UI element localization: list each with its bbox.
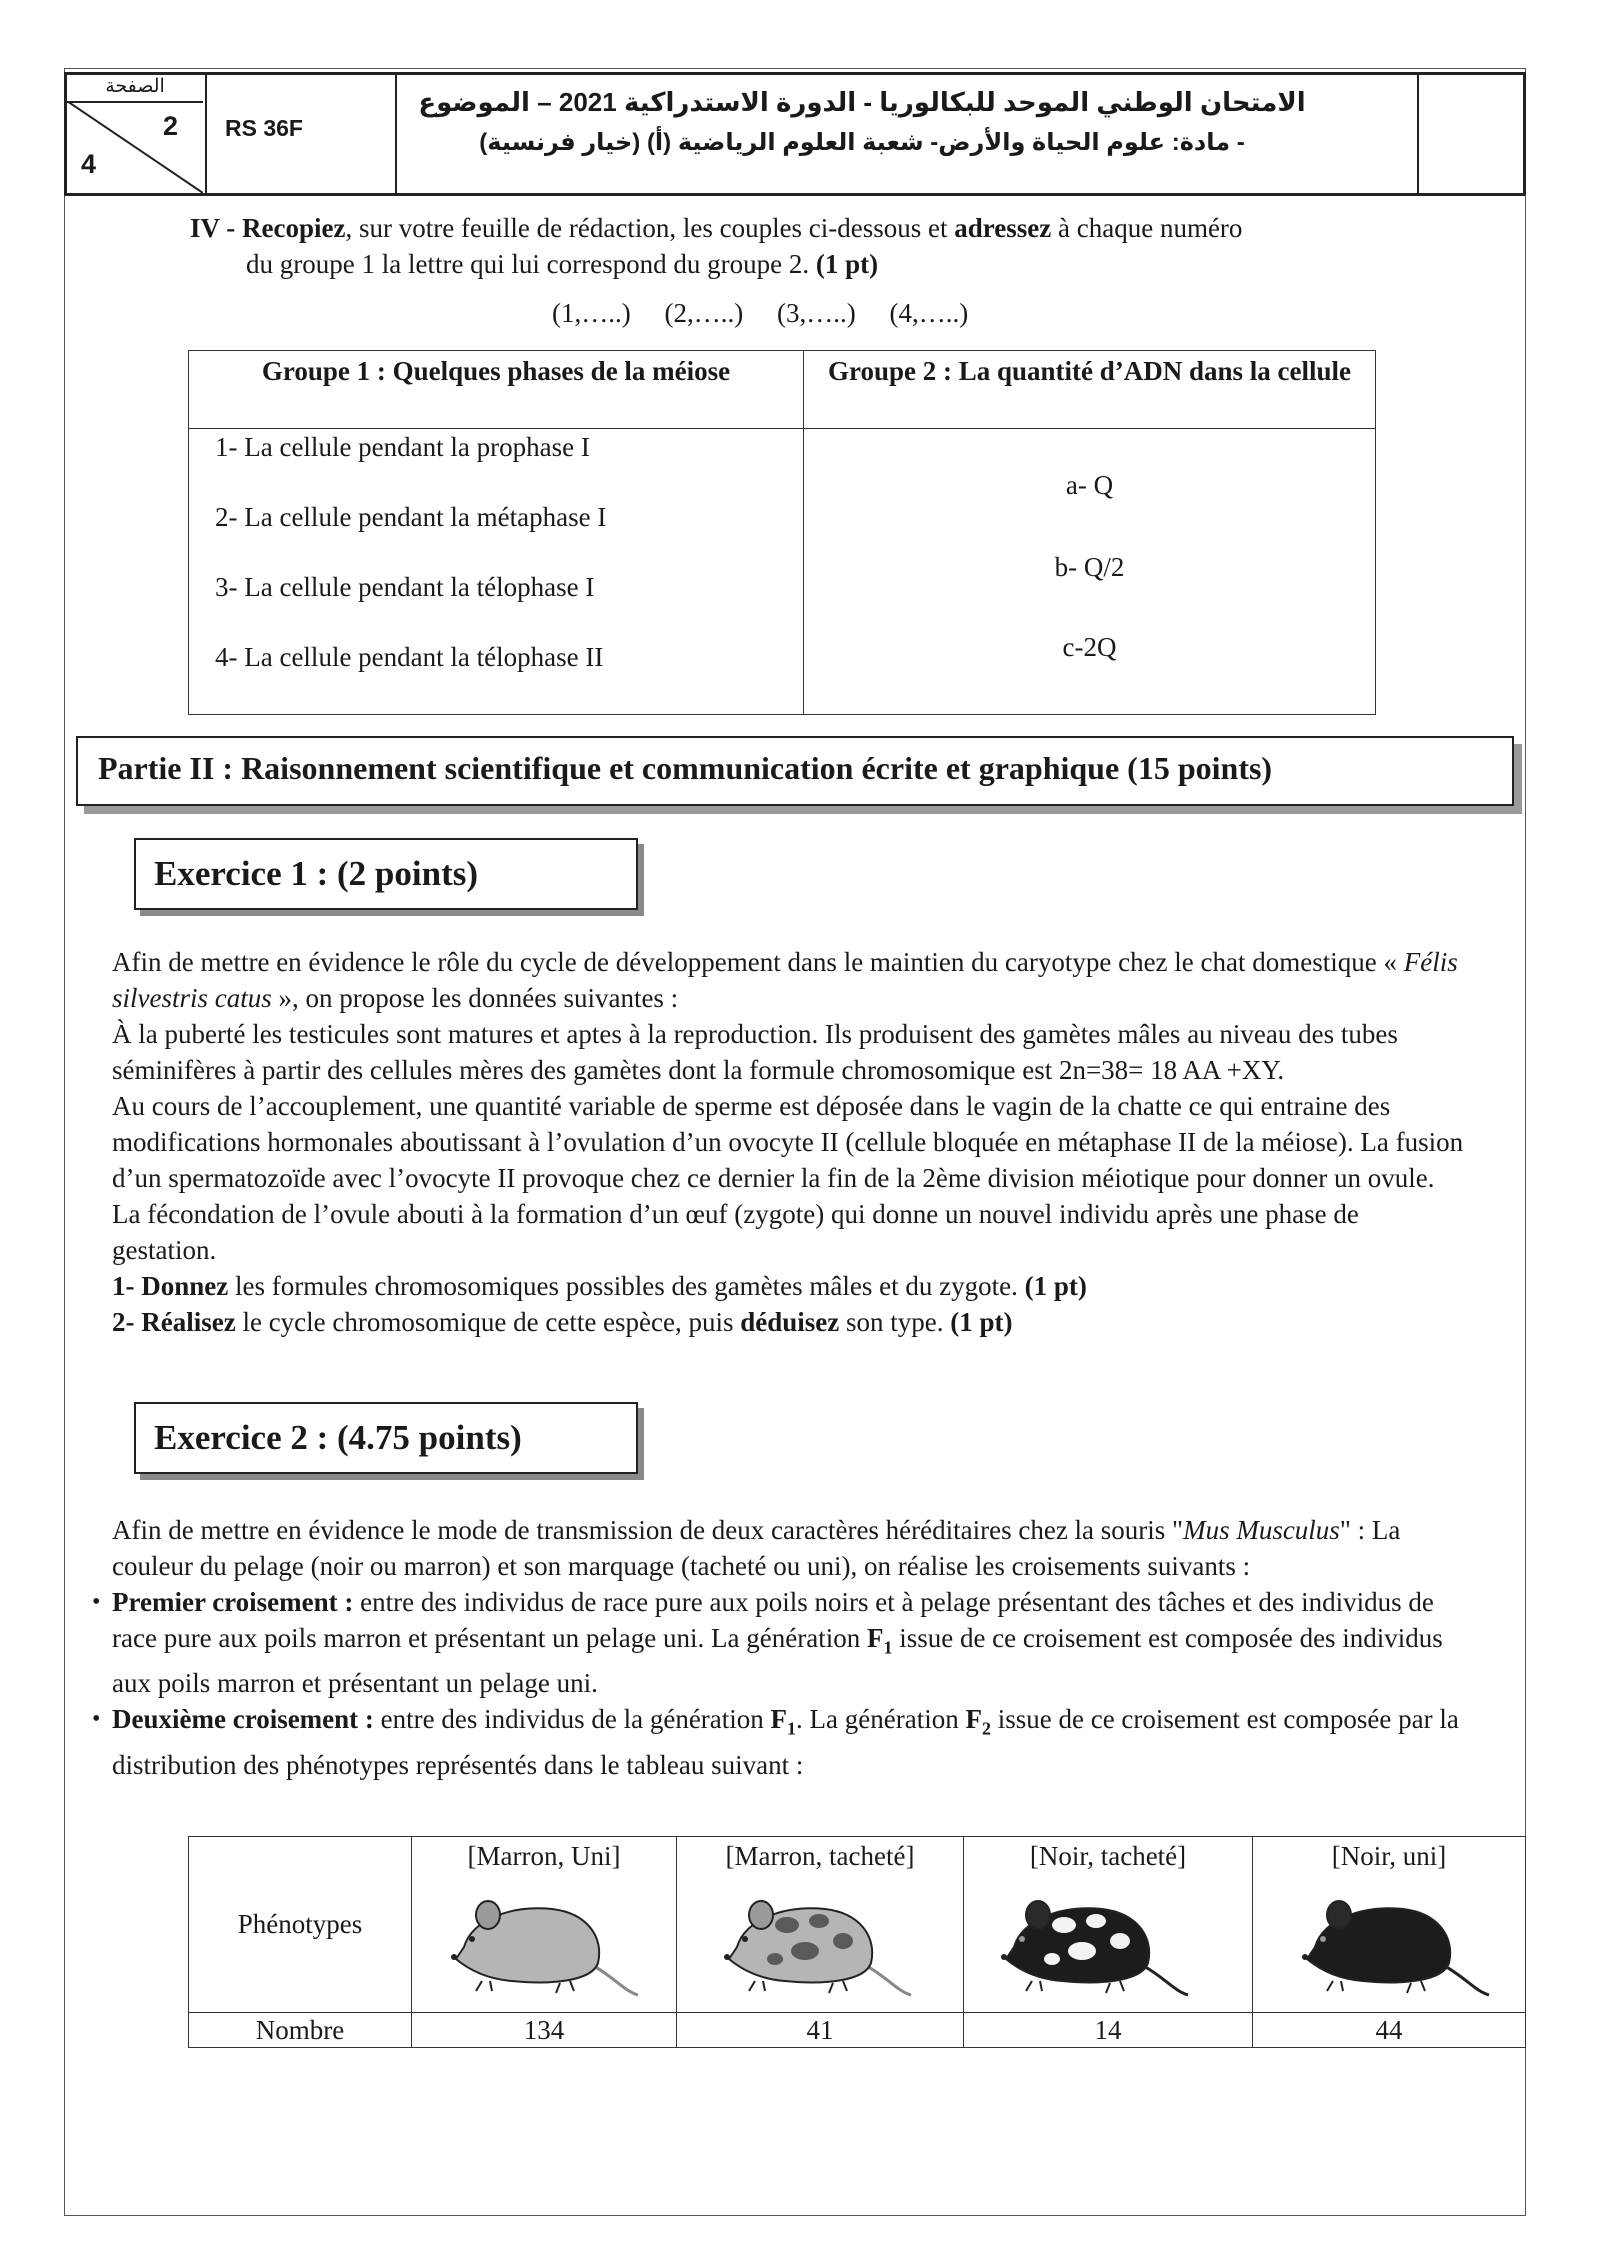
exam-header	[64, 72, 1526, 196]
phenotype-cell	[964, 1837, 1253, 2013]
part4-intro-head: IV - Recopiez	[190, 213, 346, 243]
group2-item: a- Q	[1065, 470, 1114, 500]
meiosis-table	[188, 350, 1376, 715]
page-counter-cell	[67, 75, 207, 193]
code-cell	[207, 75, 397, 193]
couples-line: (1,…..) (2,…..) (3,…..) (4,…..)	[552, 298, 969, 328]
mouse-spot	[1068, 1942, 1096, 1960]
group1-item: 1- La cellule pendant la prophase I	[215, 432, 590, 462]
header-title	[412, 81, 1312, 163]
exercise1-body	[112, 944, 1466, 1340]
ex2-paragraph1: Afin de mettre en évidence le mode de transmission de deux caractères héréditaires chez la souris "Mus Musculus" : La couleur du pelage (noir ou marron) et son marquage (tacheté ou uni), on réalise les croisements suivants :	[112, 1515, 1401, 1581]
phenotype-cell	[1253, 1837, 1526, 2013]
mouse-ear	[1327, 1901, 1351, 1929]
ex1-paragraph2: À la puberté les testicules sont matures et aptes à la reproduction. Ils produisent des gamètes mâles au niveau des tubes séminifères à partir des cellules mères des gamètes dont la formule chromosomique est 2n=38= 18 AA +XY.	[112, 1019, 1398, 1085]
exercise2-title-box	[134, 1402, 638, 1474]
mouse-spot	[767, 1953, 783, 1965]
part4-intro-line1: IV - Recopiez, sur votre feuille de rédaction, les couples ci-dessous et adressez à chaque numéro	[190, 213, 1243, 243]
group2-item: b- Q/2	[1054, 552, 1125, 582]
mouse-spot	[1052, 1917, 1076, 1933]
group1-item: 2- La cellule pendant la métaphase I	[215, 502, 607, 532]
group1-list	[189, 429, 804, 715]
mouse-spot	[775, 1917, 799, 1933]
part2-banner	[76, 736, 1514, 806]
species-name: Mus Musculus	[1183, 1515, 1340, 1545]
mouse-icon	[992, 1885, 1192, 2005]
phenotype-count: 44	[1253, 2013, 1526, 2048]
part4-intro	[190, 210, 1470, 282]
phenotypes-row-label: Phénotypes	[189, 1837, 412, 2013]
mouse-spot	[791, 1942, 819, 1960]
ex1-question1: 1- Donnez les formules chromosomiques possibles des gamètes mâles et du zygote. (1 pt)	[112, 1271, 1087, 1301]
exercise1-title-box	[134, 838, 638, 910]
part4-intro-line2: du groupe 1 la lettre qui lui correspond du groupe 2. (1 pt)	[246, 249, 879, 279]
bullet-icon: •	[92, 1706, 101, 1733]
ex1-paragraph3: Au cours de l’accouplement, une quantité variable de sperme est déposée dans le vagin de la chatte ce qui entraine des modifications hormonales aboutissant à l’ovulation d’un ovocyte II (cellule bloquée en métaphase II de la méiose). La fusion d’un spermatozoïde avec l’ovocyte II provoque chez ce dernier la fin de la 2ème division méiotique pour donner un ovule. La fécondation de l’ovule abouti à la formation d’un œuf (zygote) qui donne un nouvel individu après une phase de gestation.	[112, 1091, 1464, 1265]
mouse-eye	[1019, 1936, 1025, 1942]
cross-item-2: • Deuxième croisement : entre des individus de la génération $F_1$. La génération $F_2$ issue de ce croisement est composée par la distribution des phénotypes représentés dans le tableau suivant :	[112, 1701, 1466, 1782]
phenotype-cell	[412, 1837, 677, 2013]
mouse-icon	[715, 1885, 915, 2005]
mouse-ear	[476, 1901, 500, 1929]
ex1-question2: 2- Réalisez le cycle chromosomique de cette espèce, puis déduisez son type. (1 pt)	[112, 1307, 1013, 1337]
ex1-paragraph1: Afin de mettre en évidence le rôle du cycle de développement dans le maintien du caryotype chez le chat domestique « Félis silvestris catus », on propose les données suivantes :	[112, 947, 1458, 1013]
group2-list	[804, 429, 1376, 715]
mouse-spot	[1044, 1953, 1060, 1965]
mouse-spot	[1086, 1914, 1106, 1928]
exercise1-title: Exercice 1 : (2 points)	[154, 854, 479, 893]
mouse-nose	[724, 1954, 730, 1960]
group1-item: 3- La cellule pendant la télophase I	[215, 572, 595, 602]
phenotype-count: 14	[964, 2013, 1253, 2048]
exercise2-title: Exercice 2 : (4.75 points)	[154, 1418, 522, 1457]
mouse-nose	[1302, 1954, 1308, 1960]
mouse-ear	[749, 1901, 773, 1929]
page-label: الصفحة	[67, 75, 203, 103]
crosses-list	[92, 1584, 1466, 1783]
mouse-nose	[1001, 1954, 1007, 1960]
phenotype-label: [Noir, uni]	[1331, 1841, 1447, 1871]
group1-header: Groupe 1 : Quelques phases de la méiose	[189, 351, 804, 429]
phenotype-label: [Marron, tacheté]	[725, 1841, 915, 1871]
phenotype-count: 134	[412, 2013, 677, 2048]
header-title-line2: - مادة: علوم الحياة والأرض- شعبة العلوم الرياضية (أ) (خيار فرنسية)	[479, 129, 1245, 156]
blank-cell	[1417, 75, 1523, 193]
phenotype-count: 41	[677, 2013, 964, 2048]
part2-title: Partie II : Raisonnement scientifique et communication écrite et graphique (15 points)	[98, 750, 1273, 786]
page-number: 2	[163, 111, 179, 141]
mouse-eye	[1320, 1936, 1326, 1942]
mouse-spot	[1110, 1933, 1130, 1949]
mouse-ear	[1026, 1901, 1050, 1929]
mouse-tail	[1142, 1965, 1188, 1995]
phenotype-label: [Noir, tacheté]	[1029, 1841, 1187, 1871]
group2-item: c-2Q	[1062, 632, 1117, 662]
mouse-tail	[865, 1965, 911, 1995]
cross-item-1: • Premier croisement : entre des individus de race pure aux poils noirs et à pelage présentant des tâches et des individus de race pure aux poils marron et présentant un pelage uni. La génération $F_1$ issue de ce croisement est composée des individus aux poils marron et présentant un pelage uni.	[112, 1584, 1466, 1701]
mouse-icon	[442, 1885, 642, 2005]
phenotype-label: [Marron, Uni]	[467, 1841, 621, 1871]
phenotype-table	[188, 1836, 1526, 2048]
mouse-nose	[451, 1954, 457, 1960]
exam-code: RS 36F	[225, 115, 303, 141]
header-title-line1: الامتحان الوطني الموحد للبكالوريا - الدورة الاستدراكية 2021 – الموضوع	[418, 87, 1306, 117]
exercise2-body	[92, 1512, 1466, 1783]
species-name: Félis silvestris catus	[112, 947, 1458, 1013]
phenotype-cell	[677, 1837, 964, 2013]
mouse-eye	[742, 1936, 748, 1942]
count-row-label: Nombre	[189, 2013, 412, 2048]
mouse-icon	[1293, 1885, 1493, 2005]
page-total: 4	[81, 149, 97, 179]
mouse-tail	[1443, 1965, 1489, 1995]
group1-item: 4- La cellule pendant la télophase II	[215, 642, 604, 672]
mouse-tail	[592, 1965, 638, 1995]
group2-header: Groupe 2 : La quantité d’ADN dans la cellule	[804, 351, 1376, 429]
mouse-spot	[809, 1914, 829, 1928]
mouse-spot	[833, 1933, 853, 1949]
mouse-eye	[469, 1936, 475, 1942]
bullet-icon: •	[92, 1589, 101, 1615]
